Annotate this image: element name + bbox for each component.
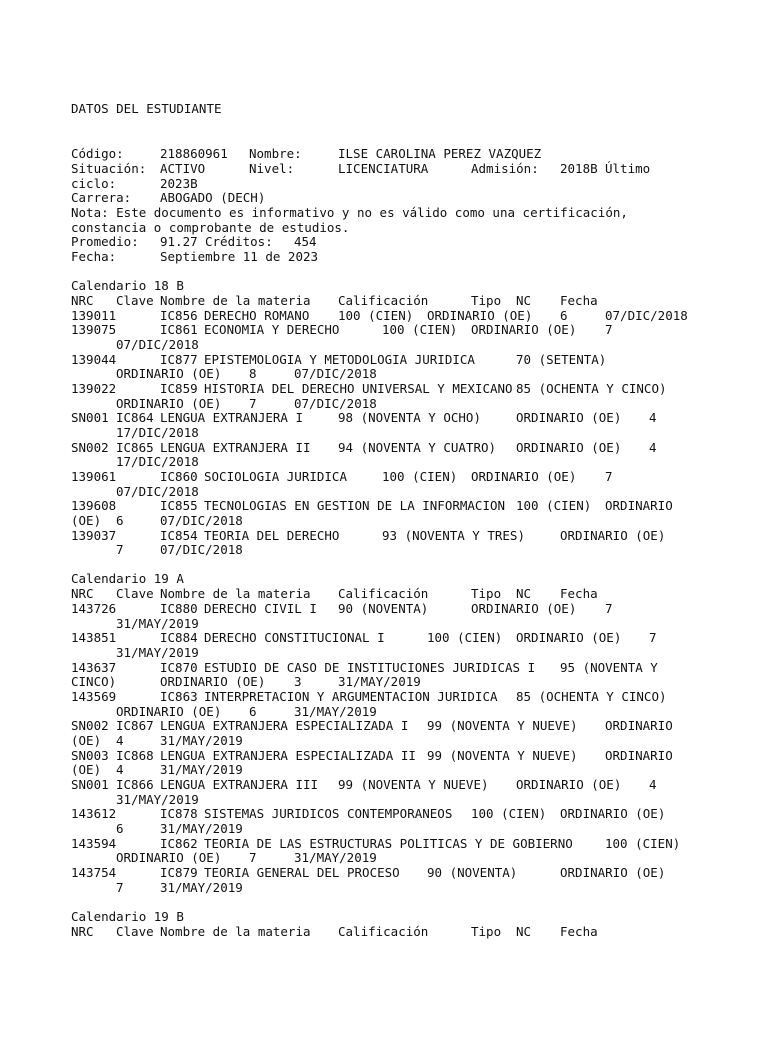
table-row: [0, 440, 657, 455]
cell-clave: IC862: [160, 836, 198, 851]
cell-fecha: 31/MAY/2019: [116, 645, 199, 660]
cell-clave: IC880: [160, 601, 198, 616]
cell-materia: EPISTEMOLOGIA Y METODOLOGIA JURIDICA: [204, 352, 475, 367]
cell-nrc: 139044: [71, 352, 117, 367]
table-row: [0, 865, 666, 880]
table-header: [0, 586, 598, 601]
table-row: [0, 469, 613, 484]
cell-materia: DERECHO ROMANO: [204, 308, 310, 323]
cell-nrc: SN002: [71, 440, 109, 455]
cell-tipo: ORDINARIO (OE): [516, 440, 622, 455]
cell-clave: IC870: [160, 660, 198, 675]
cell-clave: IC868: [116, 748, 154, 763]
cell-clave: IC866: [116, 777, 154, 792]
cell-nc: 6: [249, 704, 257, 719]
cell-tipo: ORDINARIO (OE): [516, 410, 622, 425]
cell-calificacion: 85 (OCHENTA Y CINCO): [516, 381, 667, 396]
cell-fecha: 07/DIC/2018: [160, 542, 243, 557]
cell-nrc: SN003: [71, 748, 109, 763]
table-header: [0, 924, 598, 939]
cell-fecha: 31/MAY/2019: [338, 674, 421, 689]
cell-materia: INTERPRETACION Y ARGUMENTACION JURIDICA: [204, 689, 498, 704]
cell-tipo: ORDINARIO (OE): [160, 674, 266, 689]
cell-clave: IC864: [116, 410, 154, 425]
cell-clave: IC860: [160, 469, 198, 484]
header-fecha: Fecha: [560, 293, 598, 308]
cell-clave: IC856: [160, 308, 198, 323]
cell-fecha: 31/MAY/2019: [116, 616, 199, 631]
cell-nrc: 139061: [71, 469, 117, 484]
cell-materia: TEORIA DE LAS ESTRUCTURAS POLITICAS Y DE GOBIERNO: [204, 836, 573, 851]
creditos-value: 454: [294, 234, 317, 249]
cell-nrc: SN002: [71, 718, 109, 733]
cell-calificacion: 100 (CIEN): [338, 308, 414, 323]
header-clave: Clave: [116, 924, 154, 939]
creditos-label: Créditos:: [205, 234, 273, 249]
cell-clave: IC867: [116, 718, 154, 733]
cell-nrc: 143754: [71, 865, 117, 880]
nombre-label: Nombre:: [249, 146, 302, 161]
codigo-line: [0, 146, 542, 161]
ciclo-label: ciclo:: [71, 176, 117, 191]
nota-line-1: Nota: Este documento es informativo y no es válido como una certificación,: [71, 205, 628, 220]
cell-fecha: 17/DIC/2018: [116, 454, 199, 469]
header-nrc: NRC: [71, 293, 94, 308]
cell-wrap: ORDINARIO: [605, 718, 673, 733]
cell-wrap: CINCO): [71, 674, 117, 689]
situacion-line: [0, 161, 651, 176]
cell-nc: 7: [605, 601, 613, 616]
cell-fecha: 31/MAY/2019: [160, 733, 243, 748]
cell-clave: IC855: [160, 498, 198, 513]
cell-fecha: 07/DIC/2018: [160, 513, 243, 528]
cell-nc: 4: [649, 777, 657, 792]
header-nc: NC: [516, 924, 532, 939]
cell-calificacion: 98 (NOVENTA Y OCHO): [338, 410, 481, 425]
cell-nrc: 139075: [71, 322, 117, 337]
cell-nc: 7: [649, 630, 657, 645]
header-nrc: NRC: [71, 924, 94, 939]
cell-nc: 6: [116, 513, 124, 528]
cell-nrc: 143851: [71, 630, 117, 645]
cell-clave: IC859: [160, 381, 198, 396]
cell-nc: 4: [116, 762, 124, 777]
cell-calificacion: 100 (CIEN): [382, 322, 458, 337]
cell-calificacion: 85 (OCHENTA Y CINCO): [516, 689, 667, 704]
calendar-title: Calendario 19 A: [71, 571, 184, 586]
promedio-label: Promedio:: [71, 234, 139, 249]
cell-wrap: (OE): [71, 762, 102, 777]
header-tipo: Tipo: [471, 586, 502, 601]
codigo-label: Código:: [71, 146, 124, 161]
cell-calificacion: 70 (SETENTA): [516, 352, 607, 367]
header-clave: Clave: [116, 586, 154, 601]
cell-materia: LENGUA EXTRANJERA II: [160, 440, 311, 455]
cell-tipo: ORDINARIO (OE): [116, 850, 222, 865]
cell-fecha: 07/DIC/2018: [116, 337, 199, 352]
cell-wrap: ORDINARIO: [605, 748, 673, 763]
header-fecha: Fecha: [560, 586, 598, 601]
cell-tipo: ORDINARIO (OE): [116, 396, 222, 411]
cell-nrc: 139022: [71, 381, 117, 396]
cell-tipo: ORDINARIO (OE): [560, 806, 666, 821]
cell-nrc: SN001: [71, 777, 109, 792]
carrera-line: [0, 190, 266, 205]
header-materia: Nombre de la materia: [160, 924, 311, 939]
nota-line-2: constancia o comprobante de estudios.: [71, 220, 350, 235]
calendar-title: Calendario 19 B: [71, 909, 184, 924]
cell-tipo: ORDINARIO (OE): [516, 630, 622, 645]
cell-calificacion: 100 (CIEN): [516, 498, 592, 513]
ultimo-label: Último: [605, 161, 651, 176]
cell-materia: DERECHO CIVIL I: [204, 601, 317, 616]
cell-wrap: 95 (NOVENTA Y: [560, 660, 658, 675]
cell-fecha: 07/DIC/2018: [294, 366, 377, 381]
ciclo-value: 2023B: [160, 176, 198, 191]
cell-nrc: SN001: [71, 410, 109, 425]
situacion-label: Situación:: [71, 161, 147, 176]
cell-nc: 6: [560, 308, 568, 323]
document-heading: DATOS DEL ESTUDIANTE: [71, 101, 222, 116]
cell-clave: IC865: [116, 440, 154, 455]
cell-materia: LENGUA EXTRANJERA III: [160, 777, 319, 792]
table-row: [0, 381, 667, 396]
table-row: [0, 777, 657, 792]
cell-nrc: 139037: [71, 528, 117, 543]
table-row: [0, 322, 613, 337]
cell-tipo: ORDINARIO (OE): [471, 469, 577, 484]
cell-materia: ESTUDIO DE CASO DE INSTITUCIONES JURIDICAS I: [204, 660, 536, 675]
cell-nrc: 139011: [71, 308, 117, 323]
cell-materia: TEORIA DEL DERECHO: [204, 528, 340, 543]
cell-calificacion: 99 (NOVENTA Y NUEVE): [338, 777, 489, 792]
nivel-label: Nivel:: [249, 161, 295, 176]
cell-materia: SISTEMAS JURIDICOS CONTEMPORANEOS: [204, 806, 453, 821]
cell-nc: 7: [605, 469, 613, 484]
cell-nrc: 143612: [71, 806, 117, 821]
cell-nrc: 143726: [71, 601, 117, 616]
table-row: [0, 689, 667, 704]
table-row: [0, 352, 607, 367]
cell-fecha: 17/DIC/2018: [116, 425, 199, 440]
cell-tipo: ORDINARIO (OE): [560, 528, 666, 543]
cell-materia: LENGUA EXTRANJERA I: [160, 410, 303, 425]
table-header: [0, 293, 598, 308]
cell-fecha: 31/MAY/2019: [160, 880, 243, 895]
header-tipo: Tipo: [471, 293, 502, 308]
cell-calificacion: 99 (NOVENTA Y NUEVE): [427, 718, 578, 733]
cell-calificacion: 90 (NOVENTA): [338, 601, 429, 616]
cell-nc: 4: [649, 440, 657, 455]
cell-fecha: 31/MAY/2019: [294, 704, 377, 719]
table-row: [0, 630, 657, 645]
cell-fecha: 31/MAY/2019: [160, 762, 243, 777]
cell-nrc: 143594: [71, 836, 117, 851]
cell-fecha: 31/MAY/2019: [294, 850, 377, 865]
table-row: [0, 836, 681, 851]
cell-calificacion: 100 (CIEN): [605, 836, 681, 851]
cell-materia: ECONOMIA Y DERECHO: [204, 322, 340, 337]
cell-tipo: ORDINARIO (OE): [471, 601, 577, 616]
cell-tipo: ORDINARIO (OE): [427, 308, 533, 323]
cell-nrc: 139608: [71, 498, 117, 513]
cell-clave: IC861: [160, 322, 198, 337]
cell-nc: 7: [605, 322, 613, 337]
cell-calificacion: 100 (CIEN): [427, 630, 503, 645]
cell-tipo: ORDINARIO (OE): [516, 777, 622, 792]
fecha-value: Septiembre 11 de 2023: [160, 249, 319, 264]
cell-nc: 4: [116, 733, 124, 748]
cell-calificacion: 100 (CIEN): [471, 806, 547, 821]
cell-fecha: 07/DIC/2018: [116, 484, 199, 499]
cell-clave: IC877: [160, 352, 198, 367]
cell-materia: TEORIA GENERAL DEL PROCESO: [204, 865, 400, 880]
promedio-value: 91.27: [160, 234, 198, 249]
table-row: [0, 308, 688, 323]
cell-wrap: (OE): [71, 513, 102, 528]
admision-label: Admisión:: [471, 161, 539, 176]
cell-materia: TECNOLOGIAS EN GESTION DE LA INFORMACION: [204, 498, 506, 513]
cell-clave: IC878: [160, 806, 198, 821]
cell-nc: 7: [249, 396, 257, 411]
header-nc: NC: [516, 293, 532, 308]
table-row: [0, 601, 613, 616]
fecha-line: [0, 249, 319, 264]
cell-nc: 6: [116, 821, 124, 836]
cell-nc: 7: [116, 880, 124, 895]
header-tipo: Tipo: [471, 924, 502, 939]
cell-nc: 8: [249, 366, 257, 381]
cell-materia: HISTORIA DEL DERECHO UNIVERSAL Y MEXICANO: [204, 381, 513, 396]
cell-fecha: 07/DIC/2018: [294, 396, 377, 411]
cell-tipo: ORDINARIO (OE): [471, 322, 577, 337]
cell-clave: IC884: [160, 630, 198, 645]
cell-materia: LENGUA EXTRANJERA ESPECIALIZADA II: [160, 748, 416, 763]
header-nc: NC: [516, 586, 532, 601]
cell-nc: 4: [649, 410, 657, 425]
cell-tipo: ORDINARIO (OE): [116, 704, 222, 719]
cell-nc: 7: [249, 850, 257, 865]
cell-clave: IC854: [160, 528, 198, 543]
ciclo-line: [0, 176, 198, 191]
cell-nc: 3: [294, 674, 302, 689]
nombre-value: ILSE CAROLINA PEREZ VAZQUEZ: [338, 146, 542, 161]
cell-fecha: 31/MAY/2019: [160, 821, 243, 836]
cell-fecha: 31/MAY/2019: [116, 792, 199, 807]
table-row: [0, 748, 673, 763]
cell-nrc: 143569: [71, 689, 117, 704]
carrera-value: ABOGADO (DECH): [160, 190, 266, 205]
header-calificacion: Calificación: [338, 924, 429, 939]
calendar-title: Calendario 18 B: [71, 278, 184, 293]
cell-calificacion: 94 (NOVENTA Y CUATRO): [338, 440, 497, 455]
cell-materia: SOCIOLOGIA JURIDICA: [204, 469, 347, 484]
cell-nrc: 143637: [71, 660, 117, 675]
header-calificacion: Calificación: [338, 586, 429, 601]
table-row: [0, 410, 657, 425]
header-nrc: NRC: [71, 586, 94, 601]
situacion-value: ACTIVO: [160, 161, 206, 176]
header-materia: Nombre de la materia: [160, 586, 311, 601]
table-row: [0, 528, 666, 543]
cell-calificacion: 90 (NOVENTA): [427, 865, 518, 880]
promedio-line: [0, 234, 317, 249]
cell-nc: 7: [116, 542, 124, 557]
cell-wrap: ORDINARIO: [605, 498, 673, 513]
cell-calificacion: 100 (CIEN): [382, 469, 458, 484]
header-fecha: Fecha: [560, 924, 598, 939]
cell-calificacion: 93 (NOVENTA Y TRES): [382, 528, 525, 543]
header-calificacion: Calificación: [338, 293, 429, 308]
cell-fecha: 07/DIC/2018: [605, 308, 688, 323]
table-row: [0, 806, 666, 821]
cell-tipo: ORDINARIO (OE): [116, 366, 222, 381]
cell-wrap: (OE): [71, 733, 102, 748]
cell-materia: DERECHO CONSTITUCIONAL I: [204, 630, 385, 645]
cell-clave: IC879: [160, 865, 198, 880]
table-row: [0, 718, 673, 733]
cell-materia: LENGUA EXTRANJERA ESPECIALIZADA I: [160, 718, 409, 733]
carrera-label: Carrera:: [71, 190, 132, 205]
header-clave: Clave: [116, 293, 154, 308]
cell-calificacion: 99 (NOVENTA Y NUEVE): [427, 748, 578, 763]
table-row: [0, 660, 658, 675]
admision-value: 2018B: [560, 161, 598, 176]
codigo-value: 218860961: [160, 146, 228, 161]
cell-clave: IC863: [160, 689, 198, 704]
nivel-value: LICENCIATURA: [338, 161, 429, 176]
fecha-label: Fecha:: [71, 249, 117, 264]
header-materia: Nombre de la materia: [160, 293, 311, 308]
cell-tipo: ORDINARIO (OE): [560, 865, 666, 880]
table-row: [0, 498, 673, 513]
